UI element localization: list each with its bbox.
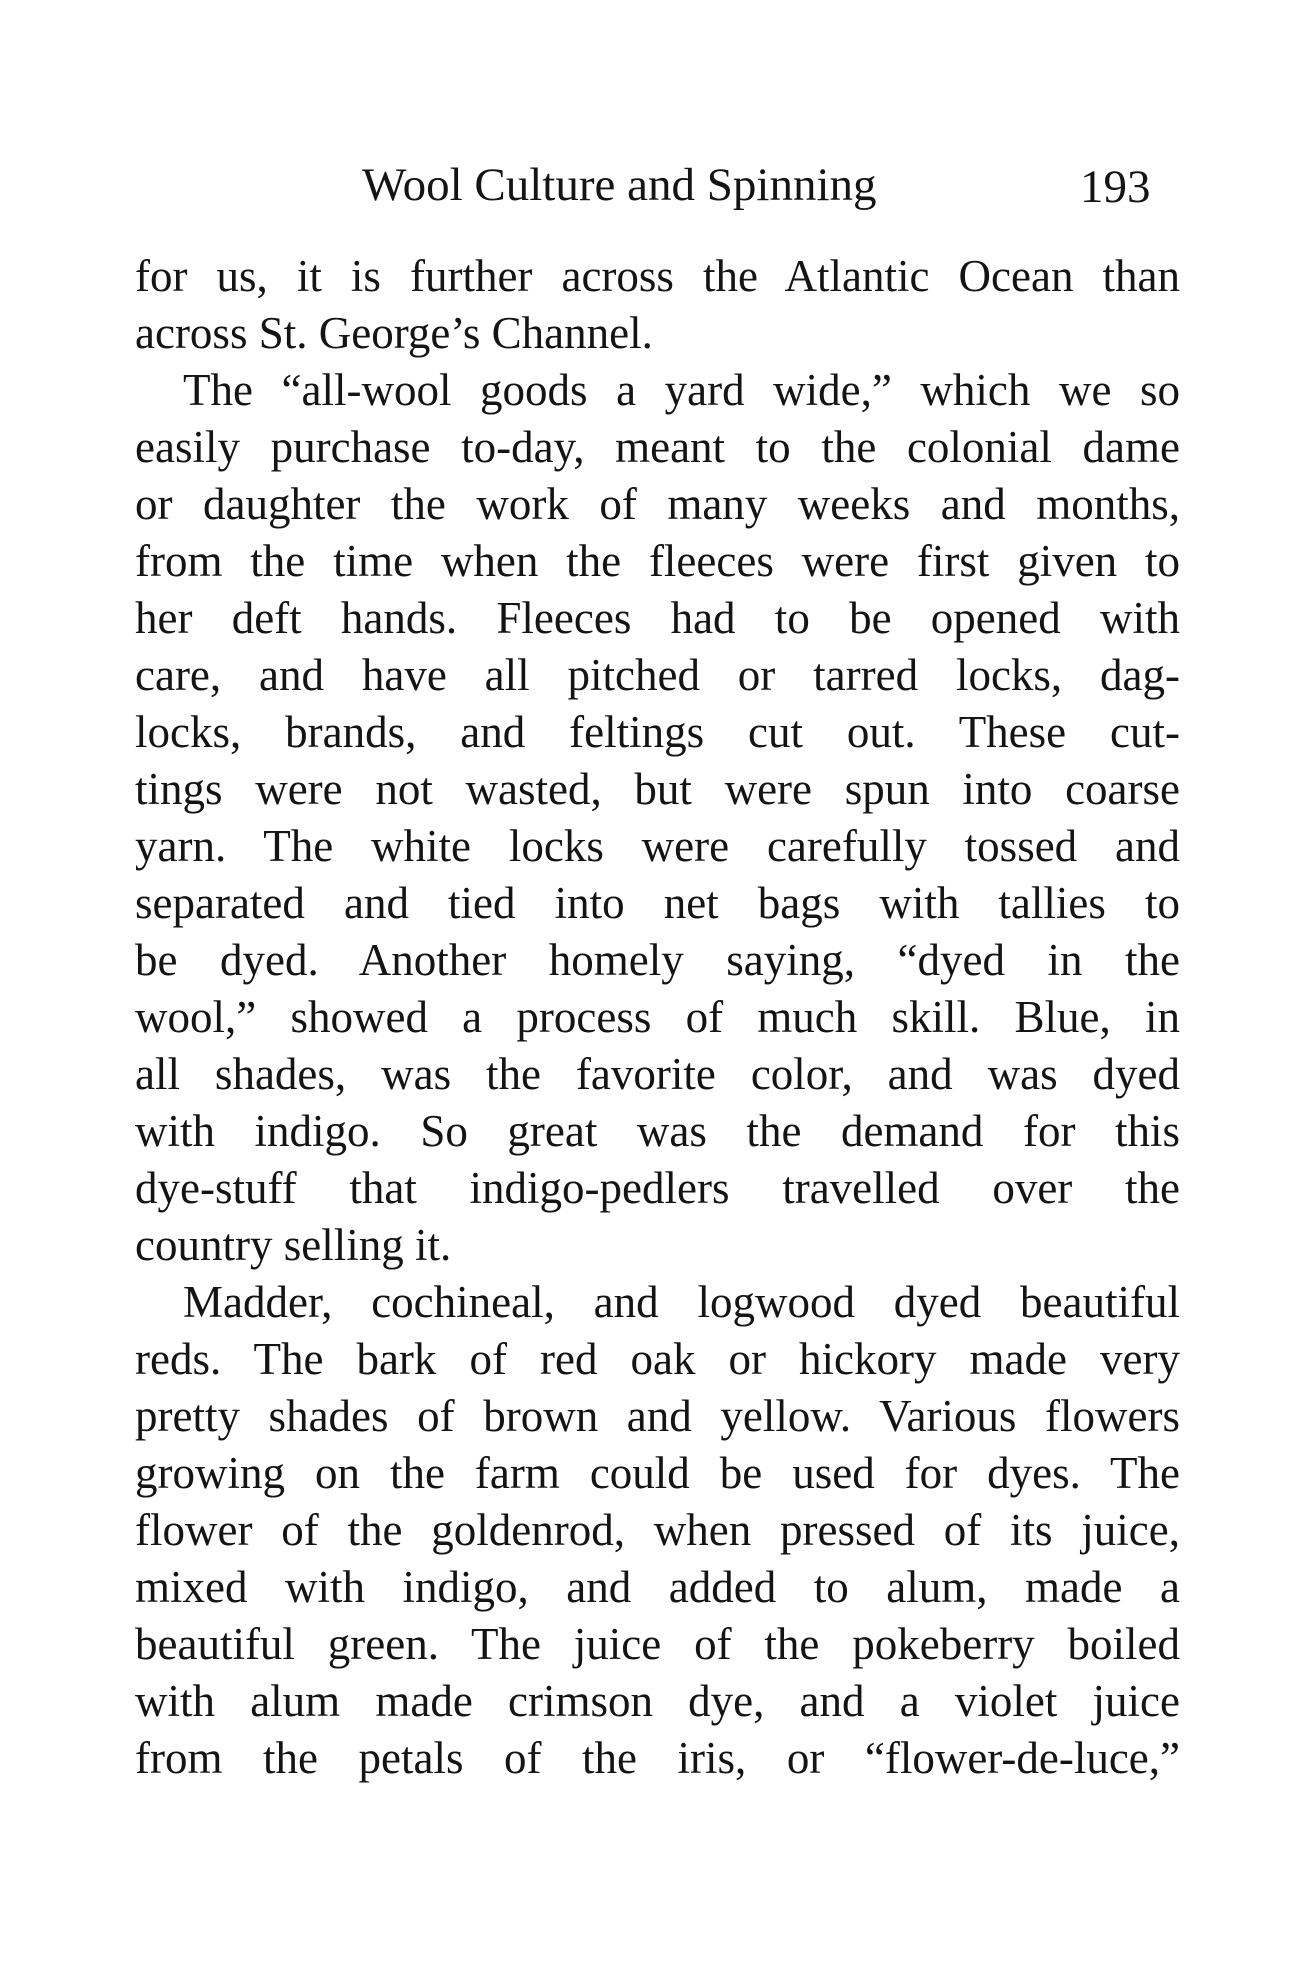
text-line: reds. The bark of red oak or hickory made very xyxy=(135,1334,1180,1384)
text-line: mixed with indigo, and added to alum, made a xyxy=(135,1562,1180,1612)
text-line: wool,” showed a process of much skill. Blue, in xyxy=(135,992,1180,1042)
text-line: be dyed. Another homely saying, “dyed in the xyxy=(135,935,1180,985)
text-line: locks, brands, and feltings cut out. These cut- xyxy=(135,707,1180,757)
text-line: country selling it. xyxy=(135,1220,452,1270)
text-line: tings were not wasted, but were spun into coarse xyxy=(135,764,1180,814)
text-line: beautiful green. The juice of the pokeberry boiled xyxy=(135,1619,1180,1669)
text-line: dye-stuff that indigo-pedlers travelled over the xyxy=(135,1163,1180,1213)
text-line: her deft hands. Fleeces had to be opened with xyxy=(135,593,1180,643)
running-title: Wool Culture and Spinning xyxy=(362,159,877,211)
text-line: separated and tied into net bags with tallies to xyxy=(135,878,1180,928)
text-line: The “all-wool goods a yard wide,” which we so xyxy=(183,365,1180,415)
running-head xyxy=(0,150,1305,220)
text-line: pretty shades of brown and yellow. Various flowers xyxy=(135,1391,1180,1441)
text-line: growing on the farm could be used for dyes. The xyxy=(135,1448,1180,1498)
text-line: flower of the goldenrod, when pressed of its juice, xyxy=(135,1505,1180,1555)
text-line: or daughter the work of many weeks and months, xyxy=(135,479,1180,529)
text-line: from the time when the fleeces were first given to xyxy=(135,536,1180,586)
text-line: with alum made crimson dye, and a violet juice xyxy=(135,1676,1180,1726)
text-line: care, and have all pitched or tarred locks, dag- xyxy=(135,650,1180,700)
page-number: 193 xyxy=(1080,161,1151,213)
text-line: Madder, cochineal, and logwood dyed beautiful xyxy=(183,1277,1180,1327)
text-line: for us, it is further across the Atlantic Ocean than xyxy=(135,251,1180,301)
text-line: yarn. The white locks were carefully tossed and xyxy=(135,821,1180,871)
text-line: with indigo. So great was the demand for this xyxy=(135,1106,1180,1156)
text-line: across St. George’s Channel. xyxy=(135,308,653,358)
text-line: easily purchase to-day, meant to the colonial dame xyxy=(135,422,1180,472)
text-line: from the petals of the iris, or “flower-de-luce,” xyxy=(135,1733,1180,1783)
body-text xyxy=(135,248,1180,1787)
text-line: all shades, was the favorite color, and was dyed xyxy=(135,1049,1180,1099)
